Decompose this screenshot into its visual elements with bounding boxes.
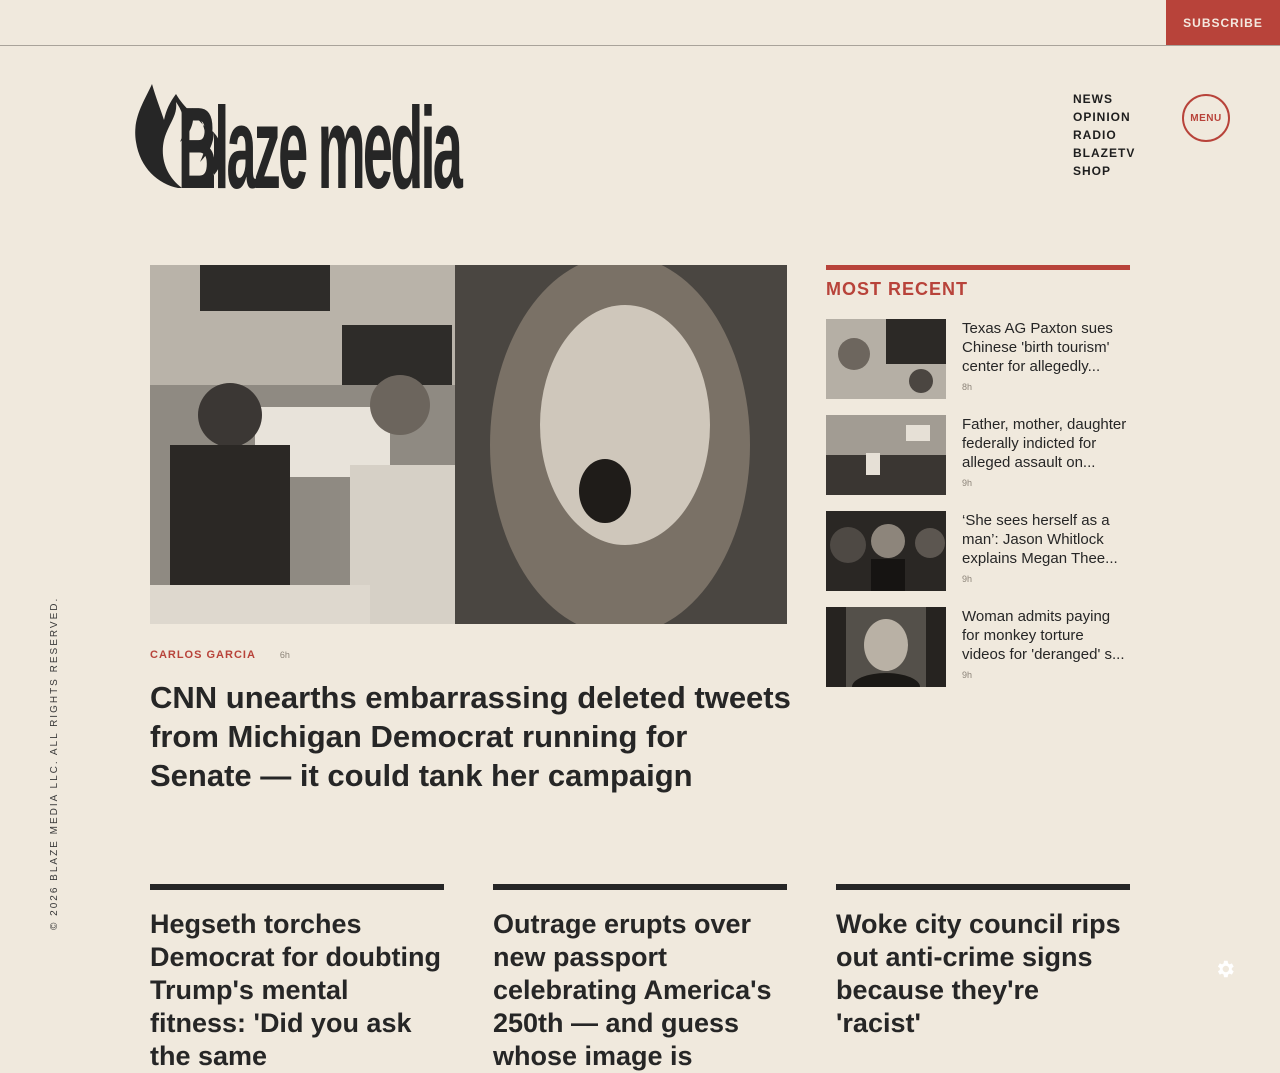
thumbnail[interactable] xyxy=(826,319,946,399)
nav-shop[interactable]: SHOP xyxy=(1073,164,1112,178)
settings-gear-icon[interactable] xyxy=(1214,958,1236,980)
author-link[interactable]: CARLOS GARCIA xyxy=(150,649,256,661)
hero-image[interactable] xyxy=(150,265,787,624)
blaze-flame-logo-icon xyxy=(130,80,790,198)
story-card[interactable] xyxy=(836,884,1130,1040)
list-item[interactable] xyxy=(826,319,1130,415)
nav-news[interactable]: NEWS xyxy=(1073,92,1113,106)
copyright-text: © 2026 BLAZE MEDIA LLC. ALL RIGHTS RESERVED. xyxy=(49,596,60,930)
thumbnail[interactable] xyxy=(826,607,946,687)
top-bar xyxy=(0,0,1280,46)
hero-meta xyxy=(150,649,290,661)
menu-button[interactable]: MENU xyxy=(1182,94,1230,142)
story-card[interactable] xyxy=(150,884,444,1073)
recent-title[interactable]: ‘She sees herself as a man’: Jason Whitlock explains Megan Thee... xyxy=(962,512,1118,567)
nav-opinion[interactable]: OPINION xyxy=(1073,110,1131,124)
thumbnail[interactable] xyxy=(826,415,946,495)
site-logo[interactable] xyxy=(130,80,790,198)
recent-timestamp: 9h xyxy=(962,574,973,584)
thumbnail[interactable] xyxy=(826,511,946,591)
card-title[interactable]: Woke city council rips out anti-crime signs because they're 'racist' xyxy=(836,909,1121,1038)
card-title[interactable]: Hegseth torches Democrat for doubting Trump's mental fitness: 'Did you ask the same xyxy=(150,909,441,1071)
subscribe-button[interactable]: SUBSCRIBE xyxy=(1166,0,1280,45)
recent-title[interactable]: Father, mother, daughter federally indicted for alleged assault on... xyxy=(962,416,1127,471)
nav-radio[interactable]: RADIO xyxy=(1073,128,1117,142)
nav-blazetv[interactable]: BLAZETV xyxy=(1073,146,1136,160)
recent-timestamp: 8h xyxy=(962,382,973,392)
list-item[interactable] xyxy=(826,415,1130,511)
svg-text:Blaze media: Blaze media xyxy=(178,83,464,198)
hero-timestamp: 6h xyxy=(279,650,290,660)
most-recent-panel xyxy=(826,265,1130,703)
recent-timestamp: 9h xyxy=(962,478,973,488)
card-title[interactable]: Outrage erupts over new passport celebrating America's 250th — and guess whose image is xyxy=(493,909,772,1071)
recent-timestamp: 9h xyxy=(962,670,973,680)
most-recent-heading: MOST RECENT xyxy=(826,279,969,299)
primary-nav xyxy=(1073,92,1135,179)
recent-title[interactable]: Texas AG Paxton sues Chinese 'birth tourism' center for allegedly... xyxy=(962,320,1113,375)
hero-headline[interactable]: CNN unearths embarrassing deleted tweets from Michigan Democrat running for Senate — it could tank her campaign xyxy=(150,680,791,793)
list-item[interactable] xyxy=(826,511,1130,607)
recent-title[interactable]: Woman admits paying for monkey torture videos for 'deranged' s... xyxy=(962,608,1125,663)
list-item[interactable] xyxy=(826,607,1130,703)
story-card[interactable] xyxy=(493,884,787,1073)
photo-collage-icon xyxy=(150,265,787,624)
